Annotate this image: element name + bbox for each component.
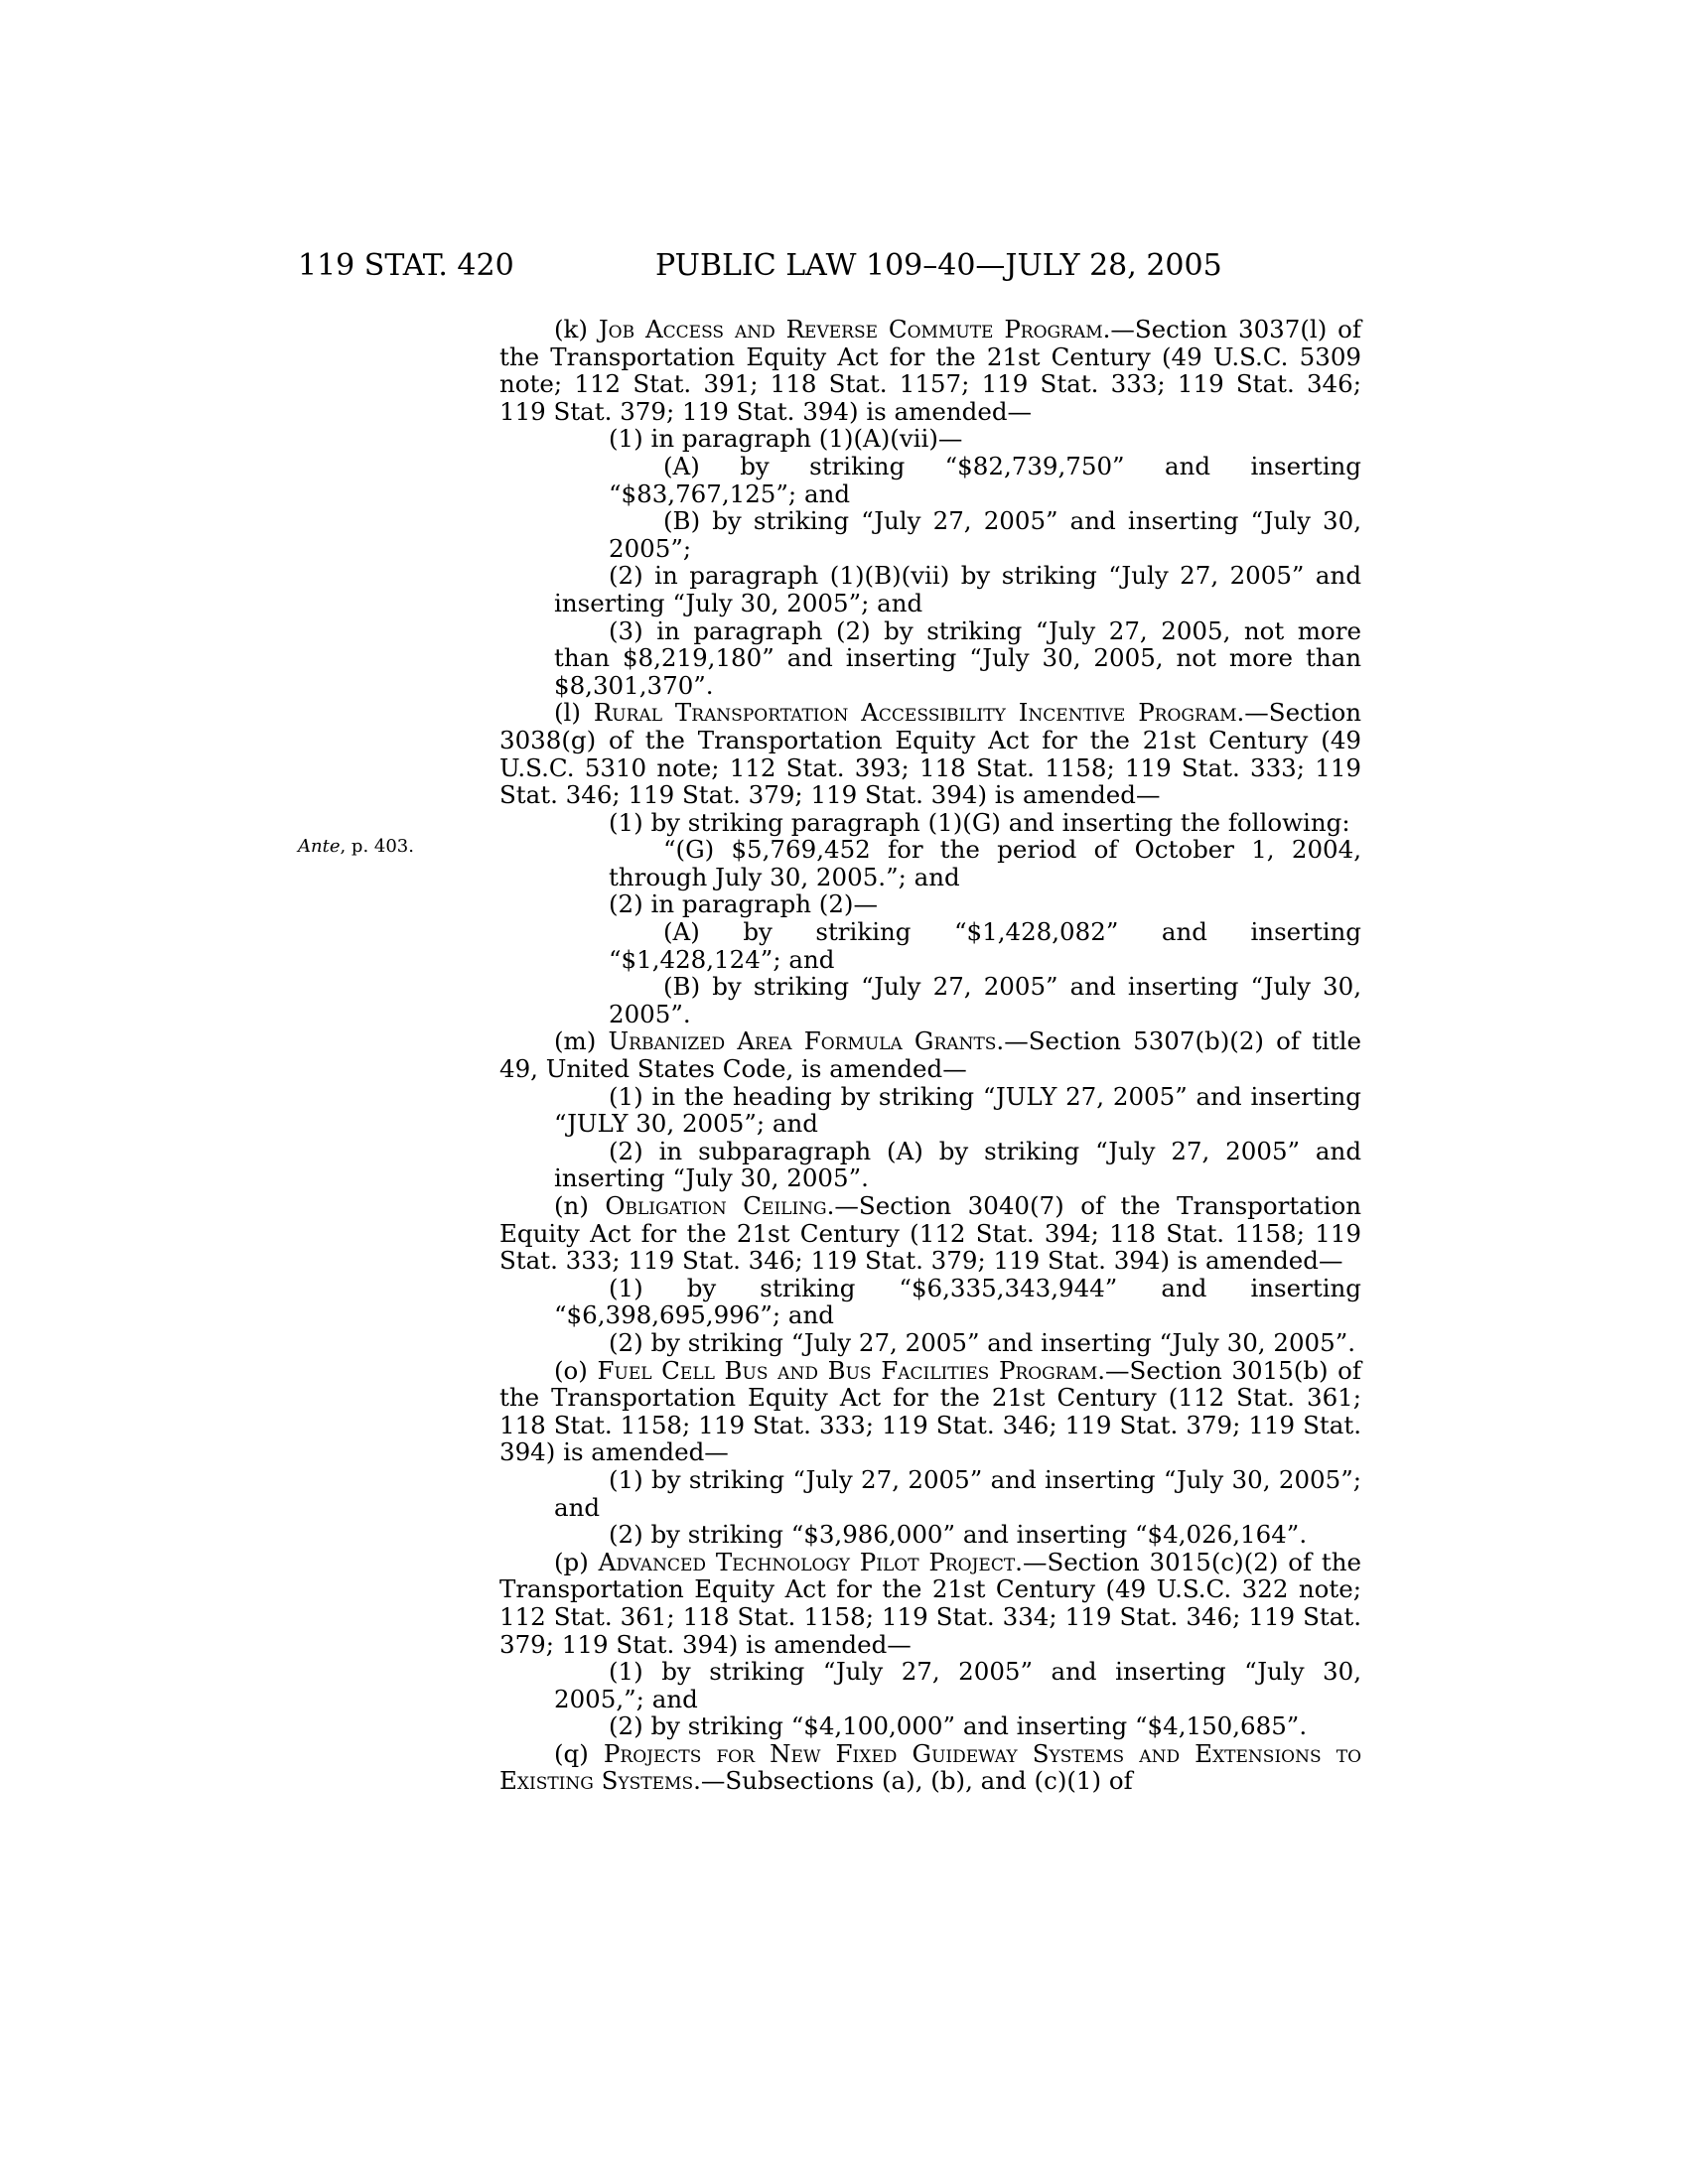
running-head: PUBLIC LAW 109–40—JULY 28, 2005 — [655, 248, 1222, 283]
paragraph-text: (B) by striking “July 27, 2005” and inserting “July 30, 2005”. — [609, 972, 1361, 1028]
clause-paragraph — [499, 1083, 1361, 1138]
paragraph-text: (2) in paragraph (2)— — [609, 889, 878, 919]
clause-paragraph — [499, 918, 1361, 973]
subsection-heading: Obligation Ceiling. — [605, 1191, 835, 1220]
margin-note-ref: Ante — [298, 836, 341, 857]
clause-paragraph — [499, 507, 1361, 562]
paragraph-text: —Section 3037(l) of the Transportation Equity Act for the 21st Century (49 U.S.C. 5309 note; 112 Stat. 391; 118 Stat. 1157; 119 Stat. 333; 119 Stat. 346; 119 Stat. 379; 119 Stat. 394) is amended— — [499, 315, 1361, 426]
subsection-heading: Projects for New Fixed Guideway Systems and Extensions to Existing Systems. — [499, 1738, 1362, 1796]
subsection-label: (m) — [554, 1026, 609, 1056]
clause-paragraph — [499, 453, 1361, 507]
subsection-paragraph — [499, 316, 1361, 425]
subsection-paragraph — [499, 1192, 1361, 1275]
subsection-heading: Advanced Technology Pilot Project. — [598, 1547, 1023, 1576]
paragraph-text: (A) by striking “$82,739,750” and inserting “$83,767,125”; and — [609, 451, 1361, 508]
clause-paragraph — [499, 562, 1361, 616]
clause-paragraph — [499, 973, 1361, 1027]
margin-note — [298, 836, 414, 857]
clause-paragraph — [499, 1138, 1361, 1192]
subsection-heading: Urbanized Area Formula Grants. — [608, 1026, 1005, 1056]
subsection-paragraph — [499, 1549, 1361, 1658]
paragraph-text: —Section 5307(b)(2) of title 49, United States Code, is amended— — [499, 1026, 1361, 1084]
subsection-label: (p) — [554, 1547, 599, 1576]
clause-paragraph — [499, 1712, 1361, 1740]
clause-paragraph — [499, 1329, 1361, 1357]
subsection-label: (o) — [554, 1355, 598, 1385]
paragraph-text: (1) by striking “July 27, 2005” and inserting “July 30, 2005,”; and — [554, 1657, 1361, 1713]
subsection-heading: Job Access and Reverse Commute Program. — [598, 315, 1111, 343]
subsection-label: (q) — [554, 1738, 604, 1768]
paragraph-text: (2) by striking “July 27, 2005” and inserting “July 30, 2005”. — [609, 1327, 1356, 1357]
clause-paragraph — [499, 890, 1361, 918]
subsection-paragraph — [499, 1027, 1361, 1082]
paragraph-text: —Section 3040(7) of the Transportation Equity Act for the 21st Century (112 Stat. 394; 118 Stat. 1158; 119 Stat. 333; 119 Stat. 346; 119 Stat. 379; 119 Stat. 394) is amended— — [499, 1191, 1361, 1276]
margin-note-page: , p. 403. — [340, 836, 414, 857]
paragraph-text: (2) in paragraph (1)(B)(vii) by striking “July 27, 2005” and inserting “July 30, 2005”; and — [554, 561, 1361, 617]
paragraph-text: (B) by striking “July 27, 2005” and inserting “July 30, 2005”; — [609, 506, 1361, 563]
paragraph-text: —Section 3038(g) of the Transportation Equity Act for the 21st Century (49 U.S.C. 5310 note; 112 Stat. 393; 118 Stat. 1158; 119 Stat. 333; 119 Stat. 346; 119 Stat. 379; 119 Stat. 394) is amended— — [499, 698, 1361, 810]
clause-paragraph — [499, 836, 1361, 890]
statute-body — [499, 316, 1361, 1795]
stat-citation: 119 STAT. 420 — [298, 248, 514, 283]
paragraph-text: —Section 3015(b) of the Transportation Equity Act for the 21st Century (112 Stat. 361; 118 Stat. 1158; 119 Stat. 333; 119 Stat. 346; 119 Stat. 379; 119 Stat. 394) is amended— — [499, 1355, 1361, 1467]
paragraph-text: —Section 3015(c)(2) of the Transportation Equity Act for the 21st Century (49 U.S.C. 322 note; 112 Stat. 361; 118 Stat. 1158; 119 Stat. 334; 119 Stat. 346; 119 Stat. 379; 119 Stat. 394) is amended— — [499, 1547, 1361, 1659]
paragraph-text: (3) in paragraph (2) by striking “July 27, 2005, not more than $8,219,180” and inserting “July 30, 2005, not more than $8,301,370”. — [554, 615, 1361, 700]
paragraph-text: (1) by striking paragraph (1)(G) and inserting the following: — [609, 807, 1350, 837]
clause-paragraph — [499, 1275, 1361, 1329]
subsection-paragraph — [499, 1357, 1361, 1466]
clause-paragraph — [499, 1521, 1361, 1549]
paragraph-text: (1) by striking “$6,335,343,944” and inserting “$6,398,695,996”; and — [554, 1273, 1361, 1330]
paragraph-text: (A) by striking “$1,428,082” and inserting “$1,428,124”; and — [609, 917, 1361, 974]
subsection-paragraph — [499, 1740, 1361, 1795]
clause-paragraph — [499, 1466, 1361, 1521]
subsection-paragraph — [499, 699, 1361, 808]
subsection-heading: Fuel Cell Bus and Bus Facilities Program. — [597, 1355, 1106, 1385]
paragraph-text: “(G) $5,769,452 for the period of October 1, 2004, through July 30, 2005.”; and — [609, 835, 1361, 891]
subsection-heading: Rural Transportation Accessibility Incentive Program. — [593, 698, 1245, 728]
paragraph-text: (1) by striking “July 27, 2005” and inserting “July 30, 2005”; and — [554, 1464, 1361, 1522]
subsection-label: (l) — [554, 698, 594, 728]
paragraph-text: (2) by striking “$3,986,000” and inserting “$4,026,164”. — [609, 1520, 1308, 1550]
clause-paragraph — [499, 809, 1361, 837]
paragraph-text: (2) in subparagraph (A) by striking “July 27, 2005” and inserting “July 30, 2005”. — [554, 1136, 1361, 1193]
clause-paragraph — [499, 1658, 1361, 1712]
paragraph-text: (1) in paragraph (1)(A)(vii)— — [609, 424, 963, 454]
paragraph-text: (1) in the heading by striking “JULY 27, 2005” and inserting “JULY 30, 2005”; and — [554, 1081, 1361, 1139]
subsection-label: (k) — [554, 315, 599, 343]
clause-paragraph — [499, 425, 1361, 453]
paragraph-text: —Subsections (a), (b), and (c)(1) of — [700, 1766, 1133, 1796]
paragraph-text: (2) by striking “$4,100,000” and inserting “$4,150,685”. — [609, 1711, 1308, 1741]
clause-paragraph — [499, 617, 1361, 700]
subsection-label: (n) — [554, 1191, 606, 1220]
